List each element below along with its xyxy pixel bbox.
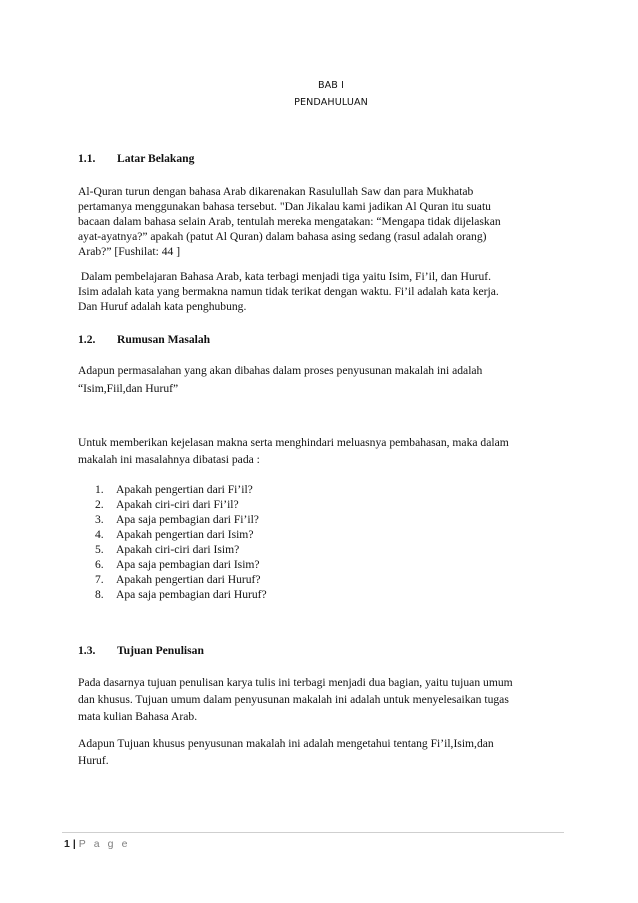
text-line: pertamanya menggunakan bahasa tersebut. "Dan Jikalau kami jadikan Al Quran itu suatu (78, 200, 491, 213)
text-line: dan khusus. Tujuan umum dalam penyusunan makalah ini adalah untuk menyelesaikan tugas (78, 693, 509, 706)
page-label: P a g e (78, 838, 131, 850)
paragraph-rumusan-masalah-1 (78, 362, 548, 398)
list-item: 7. Apakah pengertian dari Huruf? (95, 573, 261, 586)
list-item: 2. Apakah ciri-ciri dari Fi’il? (95, 498, 239, 511)
text-line: “Isim,Fiil,dan Huruf” (78, 382, 179, 395)
section-number: 1.1. (78, 152, 96, 165)
list-item: 8. Apa saja pembagian dari Huruf? (95, 588, 267, 601)
page-number: 1 (64, 838, 70, 850)
text-line: Arab?” [Fushilat: 44 ] (78, 245, 181, 258)
text-line: Isim adalah kata yang bermakna namun tidak terikat dengan waktu. Fi’il adalah kata kerja. (78, 285, 499, 298)
text-line: bacaan dalam bahasa selain Arab, tentulah mereka mengatakan: “Mengapa tidak dijelaskan (78, 215, 501, 228)
list-item: 1. Apakah pengertian dari Fi’il? (95, 483, 253, 496)
page-footer (64, 838, 130, 850)
paragraph-rumusan-masalah-2 (78, 434, 548, 468)
footer-separator: | (72, 838, 76, 850)
text-line: Pada dasarnya tujuan penulisan karya tulis ini terbagi menjadi dua bagian, yaitu tujuan umum (78, 676, 513, 689)
problem-list (95, 482, 267, 602)
chapter-title: PENDAHULUAN (294, 97, 368, 108)
text-line: Dan Huruf adalah kata penghubung. (78, 300, 247, 313)
paragraph-latar-belakang-2 (78, 269, 548, 314)
text-line: Adapun permasalahan yang akan dibahas dalam proses penyusunan makalah ini adalah (78, 364, 483, 377)
section-number: 1.2. (78, 333, 96, 346)
paragraph-tujuan-2 (78, 735, 548, 769)
text-line: Adapun Tujuan khusus penyusunan makalah ini adalah mengetahui tentang Fi’il,Isim,dan (78, 737, 494, 750)
chapter-number: BAB I (317, 80, 345, 91)
section-title: Rumusan Masalah (117, 333, 211, 346)
text-line: Al-Quran turun dengan bahasa Arab dikarenakan Rasulullah Saw dan para Mukhatab (78, 185, 474, 198)
text-line: mata kulian Bahasa Arab. (78, 710, 198, 723)
section-heading-rumusan-masalah (78, 333, 210, 346)
text-line: ayat-ayatnya?” apakah (patut Al Quran) dalam bahasa asing sedang (rasul adalah orang) (78, 230, 487, 243)
list-item: 5. Apakah ciri-ciri dari Isim? (95, 543, 240, 556)
text-line: Dalam pembelajaran Bahasa Arab, kata terbagi menjadi tiga yaitu Isim, Fi’il, dan Huruf. (78, 270, 492, 283)
text-line: Huruf. (78, 754, 109, 767)
section-title: Tujuan Penulisan (117, 644, 204, 657)
paragraph-tujuan-1 (78, 674, 548, 725)
section-number: 1.3. (78, 644, 96, 657)
section-title: Latar Belakang (117, 152, 195, 165)
text-line: makalah ini masalahnya dibatasi pada : (78, 453, 260, 466)
list-item: 6. Apa saja pembagian dari Isim? (95, 558, 260, 571)
footer-divider (62, 832, 564, 833)
list-item: 3. Apa saja pembagian dari Fi’il? (95, 513, 259, 526)
paragraph-latar-belakang-1 (78, 184, 548, 259)
text-line: Untuk memberikan kejelasan makna serta menghindari meluasnya pembahasan, maka dalam (78, 436, 509, 449)
section-heading-latar-belakang (78, 152, 194, 165)
section-heading-tujuan-penulisan (78, 644, 204, 657)
list-item: 4. Apakah pengertian dari Isim? (95, 528, 254, 541)
